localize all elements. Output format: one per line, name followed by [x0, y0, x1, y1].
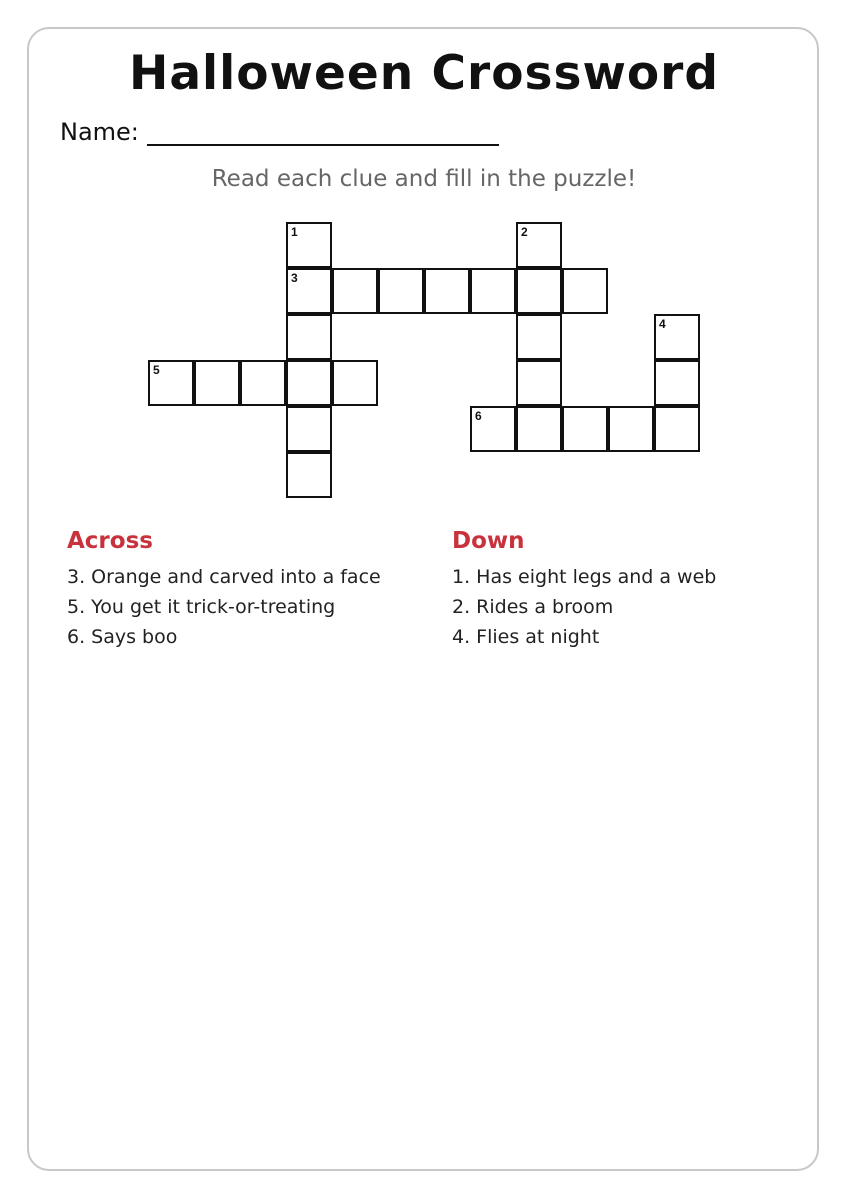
down-heading: Down [452, 528, 525, 554]
across-heading: Across [67, 528, 153, 554]
clue-number: 3 [291, 271, 298, 285]
crossword-cell[interactable] [516, 268, 562, 314]
name-label: Name: [60, 118, 139, 146]
crossword-cell[interactable] [654, 360, 700, 406]
crossword-cell[interactable] [562, 268, 608, 314]
clue-number: 6 [475, 409, 482, 423]
crossword-cell[interactable] [516, 360, 562, 406]
clue-number: 1 [291, 225, 298, 239]
down-clue: 2. Rides a broom [452, 596, 614, 618]
crossword-cell[interactable] [194, 360, 240, 406]
crossword-cell[interactable] [286, 360, 332, 406]
clue-number: 2 [521, 225, 528, 239]
crossword-cell[interactable] [562, 406, 608, 452]
crossword-cell[interactable] [608, 406, 654, 452]
crossword-cell[interactable] [286, 314, 332, 360]
crossword-cell[interactable] [424, 268, 470, 314]
crossword-cell[interactable] [286, 452, 332, 498]
crossword-cell[interactable] [654, 314, 700, 360]
down-clues [452, 528, 812, 652]
crossword-cell[interactable] [148, 360, 194, 406]
crossword-cell[interactable] [516, 406, 562, 452]
instructions: Read each clue and fill in the puzzle! [211, 166, 637, 192]
crossword-cell[interactable] [332, 268, 378, 314]
down-clue: 1. Has eight legs and a web [452, 566, 717, 588]
across-clues [67, 528, 427, 652]
crossword-cell[interactable] [286, 406, 332, 452]
crossword-cell[interactable] [240, 360, 286, 406]
crossword-cell[interactable] [516, 222, 562, 268]
crossword-cell[interactable] [378, 268, 424, 314]
across-clue: 3. Orange and carved into a face [67, 566, 381, 588]
crossword-cell[interactable] [286, 268, 332, 314]
across-clue: 6. Says boo [67, 626, 178, 648]
down-clue: 4. Flies at night [452, 626, 600, 648]
clue-number: 5 [153, 363, 160, 377]
crossword-cell[interactable] [332, 360, 378, 406]
clue-number: 4 [659, 317, 666, 331]
crossword-cell[interactable] [470, 406, 516, 452]
across-clue: 5. You get it trick-or-treating [67, 596, 336, 618]
crossword-cell[interactable] [470, 268, 516, 314]
crossword-cell[interactable] [516, 314, 562, 360]
page-title: Halloween Crossword [129, 46, 719, 101]
crossword-cell[interactable] [654, 406, 700, 452]
crossword-cell[interactable] [286, 222, 332, 268]
